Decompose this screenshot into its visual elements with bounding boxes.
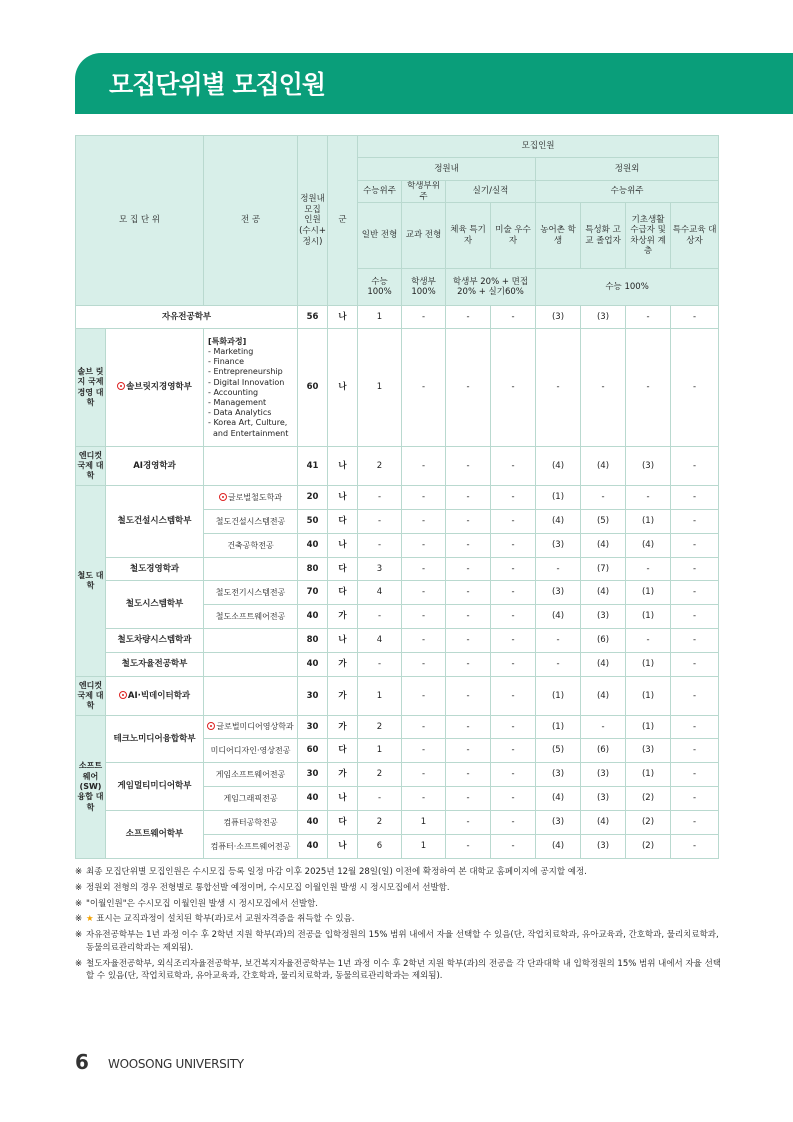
data-cell: (1) [626, 581, 671, 605]
data-cell: - [402, 329, 446, 447]
data-cell: (2) [626, 787, 671, 811]
data-cell: 2 [358, 447, 402, 486]
data-cell: (2) [626, 811, 671, 835]
gun-cell: 가 [328, 763, 358, 787]
data-cell: - [491, 306, 536, 329]
group-label: 엔디컷 국제 대학 [76, 677, 106, 716]
note-bullet: ※ [75, 867, 83, 877]
data-cell: 6 [358, 835, 402, 859]
header-major: 전 공 [204, 136, 298, 306]
note-item: ※ ★ 표시는 교직과정이 설치된 학부(과)로서 교원자격증을 취득할 수 있음. [75, 914, 355, 925]
data-cell: - [402, 558, 446, 581]
data-cell: 4 [358, 581, 402, 605]
data-cell: - [491, 447, 536, 486]
ratio-outside: 수능 100% [536, 269, 719, 306]
teacher-course-icon [219, 493, 227, 501]
table-row [76, 486, 719, 510]
data-cell: - [358, 486, 402, 510]
major-cell: 미디어디자인·영상전공 [204, 739, 298, 763]
group-label: 소프트 웨어 (SW) 융합 대학 [76, 716, 106, 859]
data-cell: - [446, 835, 491, 859]
major-cell: 철도건설시스템전공 [204, 510, 298, 534]
unit-name: 테크노미디어융합학부 [106, 716, 204, 763]
gun-cell: 가 [328, 605, 358, 629]
header-general: 일반 전형 [358, 203, 402, 269]
data-cell: - [581, 486, 626, 510]
quota-cell: 40 [298, 835, 328, 859]
data-cell: (3) [626, 739, 671, 763]
data-cell: - [671, 581, 719, 605]
quota-cell: 40 [298, 605, 328, 629]
data-cell: (4) [536, 787, 581, 811]
data-cell: (3) [536, 306, 581, 329]
table-row [76, 581, 719, 605]
note-item: ※ 자유전공학부는 1년 과정 이수 후 2학년 지원 학부(과)의 전공을 입학정원의 15% 범위 내에서 자율 선택할 수 있음(단, 작업치료학과, 유아교육과, 간호학과, 물리치료학과, 동물의료관리학과는 제외됨). [75, 930, 719, 953]
table-row [76, 447, 719, 486]
unit-name: 철도자율전공학부 [106, 653, 204, 677]
sol-major-item: - Marketing [208, 346, 254, 356]
note-bullet: ※ [75, 898, 83, 909]
note-item: ※ 최종 모집단위별 모집인원은 수시모집 등록 일정 마감 이후 2025년 12월 28일(일) 이전에 확정하여 본 대학교 홈페이지에 공지할 예정. [75, 867, 587, 877]
data-cell: - [358, 787, 402, 811]
note-item: ※ 철도자율전공학부, 외식조리자율전공학부, 보건복지자율전공학부는 1년 과정 이수 후 2학년 지원 학부(과)의 전공을 각 단과대학 내 입학정원의 15% 범위 내에서 자율 선택할 수 있음(단, 작업치료학과, 유아교육과, 간호학과, 물리치료학과, 동물의료관리학과는 제외됨). [75, 958, 722, 982]
data-cell: - [626, 329, 671, 447]
data-cell: (4) [536, 510, 581, 534]
sol-major-item: - Accounting [208, 387, 259, 397]
table-row [76, 716, 719, 739]
gun-cell: 가 [328, 716, 358, 739]
sol-major-item: - Data Analytics [208, 408, 272, 418]
data-cell: - [446, 811, 491, 835]
data-cell: (3) [536, 534, 581, 558]
data-cell: (1) [626, 605, 671, 629]
unit-name: AI경영학과 [106, 447, 204, 486]
gun-cell: 나 [328, 447, 358, 486]
sol-major-head: [특화과정] [208, 336, 247, 346]
data-cell: - [626, 629, 671, 653]
data-cell: (1) [626, 716, 671, 739]
sol-major-item: - Digital Innovation [208, 377, 285, 387]
data-cell: - [491, 605, 536, 629]
quota-cell: 80 [298, 558, 328, 581]
data-cell: 1 [358, 677, 402, 716]
gun-cell: 나 [328, 534, 358, 558]
unit-name: 철도경영학과 [106, 558, 204, 581]
major-cell: 컴퓨터공학전공 [204, 811, 298, 835]
data-cell: 4 [358, 629, 402, 653]
data-cell: (4) [536, 447, 581, 486]
data-cell: - [446, 653, 491, 677]
sol-major-item: - Korea Art, Culture, [208, 418, 288, 428]
major-cell [204, 447, 298, 486]
major-cell [204, 653, 298, 677]
major-cell [204, 629, 298, 653]
data-cell: (4) [536, 605, 581, 629]
data-cell: (1) [536, 486, 581, 510]
header-farm: 농어촌 학 생 [536, 203, 581, 269]
data-cell: (7) [581, 558, 626, 581]
group-label: 솔브 릿지 국제 경영 대학 [76, 329, 106, 447]
data-cell: 3 [358, 558, 402, 581]
table-row [76, 329, 719, 447]
data-cell: - [671, 835, 719, 859]
gun-cell: 다 [328, 811, 358, 835]
gun-cell: 가 [328, 677, 358, 716]
data-cell: (4) [581, 677, 626, 716]
data-cell: - [491, 811, 536, 835]
data-cell: - [491, 763, 536, 787]
data-cell: (4) [581, 653, 626, 677]
data-cell: - [581, 329, 626, 447]
data-cell: (5) [536, 739, 581, 763]
header-gun: 군 [328, 136, 358, 306]
note-bullet: ※ [75, 958, 83, 969]
table-row [76, 677, 719, 716]
data-cell: (3) [536, 811, 581, 835]
data-cell: (3) [536, 581, 581, 605]
major-cell: 철도전기시스템전공 [204, 581, 298, 605]
header-outside: 정원외 [536, 158, 719, 181]
data-cell: - [671, 763, 719, 787]
table-row [76, 763, 719, 787]
quota-cell: 41 [298, 447, 328, 486]
gun-cell: 나 [328, 306, 358, 329]
quota-cell: 30 [298, 763, 328, 787]
data-cell: - [446, 486, 491, 510]
gun-cell: 나 [328, 787, 358, 811]
quota-cell: 40 [298, 787, 328, 811]
data-cell: - [402, 534, 446, 558]
data-cell: - [671, 510, 719, 534]
header-unit: 모 집 단 위 [76, 136, 204, 306]
sol-major-list [204, 329, 298, 447]
data-cell: (3) [581, 835, 626, 859]
gun-cell: 나 [328, 329, 358, 447]
quota-cell: 70 [298, 581, 328, 605]
data-cell: - [402, 306, 446, 329]
data-cell: - [446, 510, 491, 534]
unit-name: 소프트웨어학부 [106, 811, 204, 859]
sol-major-item: - Entrepreneurship [208, 367, 283, 377]
data-cell: - [491, 581, 536, 605]
header-special-ed: 특수교육 대상자 [671, 203, 719, 269]
gun-cell: 다 [328, 510, 358, 534]
data-cell: (6) [581, 739, 626, 763]
data-cell: (4) [581, 534, 626, 558]
header-recruit: 모집인원 [358, 136, 719, 158]
gun-cell: 다 [328, 558, 358, 581]
note-bullet: ※ [75, 930, 83, 940]
note-item: ※ "이월인원"은 수시모집 이월인원 발생 시 정시모집에서 선발함. [75, 898, 319, 909]
data-cell: 2 [358, 811, 402, 835]
gun-cell: 나 [328, 629, 358, 653]
header-suneung-main: 수능위주 [358, 181, 402, 203]
data-cell: (1) [536, 677, 581, 716]
data-cell: - [671, 787, 719, 811]
table-row [76, 811, 719, 835]
gun-cell: 다 [328, 581, 358, 605]
data-cell: - [671, 716, 719, 739]
header-practical-main: 실기/실적 [446, 181, 536, 203]
data-cell: (3) [581, 605, 626, 629]
major-cell [204, 558, 298, 581]
ratio-suneung: 수능 100% [358, 269, 402, 306]
data-cell: - [446, 558, 491, 581]
unit-name: AI·빅데이터학과 [106, 677, 204, 716]
quota-cell: 60 [298, 329, 328, 447]
brand-name: WOOSONG UNIVERSITY [108, 1057, 244, 1071]
data-cell: - [491, 629, 536, 653]
data-cell: - [446, 763, 491, 787]
data-cell: - [358, 605, 402, 629]
data-cell: - [446, 629, 491, 653]
page-title: 모집단위별 모집인원 [109, 70, 326, 99]
header-inside: 정원내 [358, 158, 536, 181]
data-cell: - [402, 739, 446, 763]
group-label: 철도 대학 [76, 486, 106, 677]
data-cell: (5) [581, 510, 626, 534]
data-cell: (1) [626, 510, 671, 534]
data-cell: (3) [536, 763, 581, 787]
quota-cell: 40 [298, 653, 328, 677]
data-cell: - [671, 811, 719, 835]
major-cell: 컴퓨터·소프트웨어전공 [204, 835, 298, 859]
major-cell: 철도소프트웨어전공 [204, 605, 298, 629]
data-cell: 2 [358, 716, 402, 739]
data-cell: 1 [402, 811, 446, 835]
data-cell: 1 [402, 835, 446, 859]
data-cell: - [491, 486, 536, 510]
data-cell: (1) [626, 653, 671, 677]
data-cell: (4) [581, 447, 626, 486]
data-cell: - [536, 329, 581, 447]
data-cell: (4) [536, 835, 581, 859]
data-cell: - [446, 787, 491, 811]
data-cell: - [536, 558, 581, 581]
header-suneung-outside: 수능위주 [536, 181, 719, 203]
data-cell: (1) [626, 763, 671, 787]
unit-name: 철도시스템학부 [106, 581, 204, 629]
quota-cell: 20 [298, 486, 328, 510]
data-cell: (4) [581, 811, 626, 835]
data-cell: - [671, 329, 719, 447]
data-cell: - [491, 510, 536, 534]
table-row [76, 306, 719, 329]
data-cell: - [671, 605, 719, 629]
data-cell: - [446, 605, 491, 629]
recruitment-table [75, 135, 719, 859]
data-cell: - [402, 605, 446, 629]
header-special-hs: 특성화 고 교 졸업자 [581, 203, 626, 269]
teacher-course-icon [207, 722, 215, 730]
unit-name: 게임멀티미디어학부 [106, 763, 204, 811]
data-cell: - [446, 581, 491, 605]
quota-cell: 40 [298, 811, 328, 835]
data-cell: - [491, 653, 536, 677]
data-cell: - [536, 653, 581, 677]
header-art: 미술 우수자 [491, 203, 536, 269]
notes [75, 866, 725, 986]
note-bullet: ※ [75, 914, 83, 925]
unit-name: 철도차량시스템학과 [106, 629, 204, 653]
data-cell: - [402, 716, 446, 739]
data-cell: - [671, 653, 719, 677]
data-cell: - [402, 629, 446, 653]
data-cell: - [626, 558, 671, 581]
major-cell: 게임소프트웨어전공 [204, 763, 298, 787]
sol-major-item: - Finance [208, 357, 245, 367]
star-icon: ★ [86, 914, 94, 925]
data-cell: - [491, 835, 536, 859]
note-item: ※ 정원외 전형의 경우 전형별로 통합선발 예정이며, 수시모집 이월인원 발생 시 정시모집에서 선발함. [75, 882, 450, 893]
data-cell: (4) [581, 581, 626, 605]
data-cell: - [402, 486, 446, 510]
data-cell: (3) [581, 787, 626, 811]
data-cell: - [491, 787, 536, 811]
data-cell: - [626, 486, 671, 510]
data-cell: (1) [536, 716, 581, 739]
data-cell: - [358, 510, 402, 534]
data-cell: - [446, 447, 491, 486]
data-cell: - [402, 787, 446, 811]
gun-cell: 가 [328, 653, 358, 677]
data-cell: - [671, 534, 719, 558]
data-cell: (3) [626, 447, 671, 486]
major-cell [204, 677, 298, 716]
table-row [76, 629, 719, 653]
quota-cell: 40 [298, 534, 328, 558]
header-student-record-main: 학생부위주 [402, 181, 446, 203]
major-cell: 게임그래픽전공 [204, 787, 298, 811]
data-cell: - [671, 739, 719, 763]
header-sports: 체육 특기자 [446, 203, 491, 269]
data-cell: - [358, 534, 402, 558]
data-cell: - [581, 716, 626, 739]
data-cell: 1 [358, 306, 402, 329]
data-cell: - [671, 306, 719, 329]
sol-major-item: and Entertainment [213, 428, 289, 438]
header-basic: 기초생활 수급자 및 차상위 계층 [626, 203, 671, 269]
data-cell: - [491, 677, 536, 716]
data-cell: (4) [626, 534, 671, 558]
data-cell: - [671, 558, 719, 581]
data-cell: (3) [581, 763, 626, 787]
group-label: 엔디컷 국제 대학 [76, 447, 106, 486]
quota-cell: 80 [298, 629, 328, 653]
gun-cell: 나 [328, 835, 358, 859]
quota-cell: 30 [298, 677, 328, 716]
data-cell: (3) [581, 306, 626, 329]
data-cell: (6) [581, 629, 626, 653]
major-cell: 글로벌미디어영상학과 [204, 716, 298, 739]
header-subject: 교과 전형 [402, 203, 446, 269]
data-cell: - [491, 716, 536, 739]
gun-cell: 나 [328, 486, 358, 510]
data-cell: - [671, 629, 719, 653]
data-cell: - [446, 716, 491, 739]
data-cell: - [446, 534, 491, 558]
data-cell: - [536, 629, 581, 653]
data-cell: - [446, 306, 491, 329]
title-bar [75, 53, 793, 114]
unit-name: 솔브릿지경영학부 [106, 329, 204, 447]
quota-cell: 60 [298, 739, 328, 763]
header-quota: 정원내 모집 인원 (수시+ 정시) [298, 136, 328, 306]
note-bullet: ※ [75, 882, 83, 893]
data-cell: 2 [358, 763, 402, 787]
gun-cell: 다 [328, 739, 358, 763]
page-number: 6 [75, 1050, 89, 1074]
data-cell: - [402, 653, 446, 677]
data-cell: 1 [358, 329, 402, 447]
ratio-record: 학생부 100% [402, 269, 446, 306]
data-cell: - [402, 677, 446, 716]
data-cell: - [671, 447, 719, 486]
data-cell: (2) [626, 835, 671, 859]
quota-cell: 50 [298, 510, 328, 534]
data-cell: - [446, 677, 491, 716]
data-cell: - [671, 677, 719, 716]
major-cell: 글로벌철도학과 [204, 486, 298, 510]
teacher-course-icon [119, 691, 127, 699]
data-cell: - [446, 739, 491, 763]
data-cell: (1) [626, 677, 671, 716]
data-cell: - [491, 739, 536, 763]
ratio-practical: 학생부 20% + 면접 20% + 실기60% [446, 269, 536, 306]
unit-name: 자유전공학부 [76, 306, 298, 329]
data-cell: - [402, 447, 446, 486]
teacher-course-icon [117, 382, 125, 390]
sol-major-item: - Management [208, 397, 267, 407]
quota-cell: 56 [298, 306, 328, 329]
data-cell: - [402, 763, 446, 787]
data-cell: 1 [358, 739, 402, 763]
data-cell: - [446, 329, 491, 447]
data-cell: - [358, 653, 402, 677]
data-cell: - [491, 534, 536, 558]
quota-cell: 30 [298, 716, 328, 739]
data-cell: - [402, 581, 446, 605]
data-cell: - [626, 306, 671, 329]
table-row [76, 558, 719, 581]
major-cell: 건축공학전공 [204, 534, 298, 558]
unit-name: 철도건설시스템학부 [106, 486, 204, 558]
data-cell: - [491, 329, 536, 447]
data-cell: - [402, 510, 446, 534]
data-cell: - [671, 486, 719, 510]
table-row [76, 653, 719, 677]
data-cell: - [491, 558, 536, 581]
